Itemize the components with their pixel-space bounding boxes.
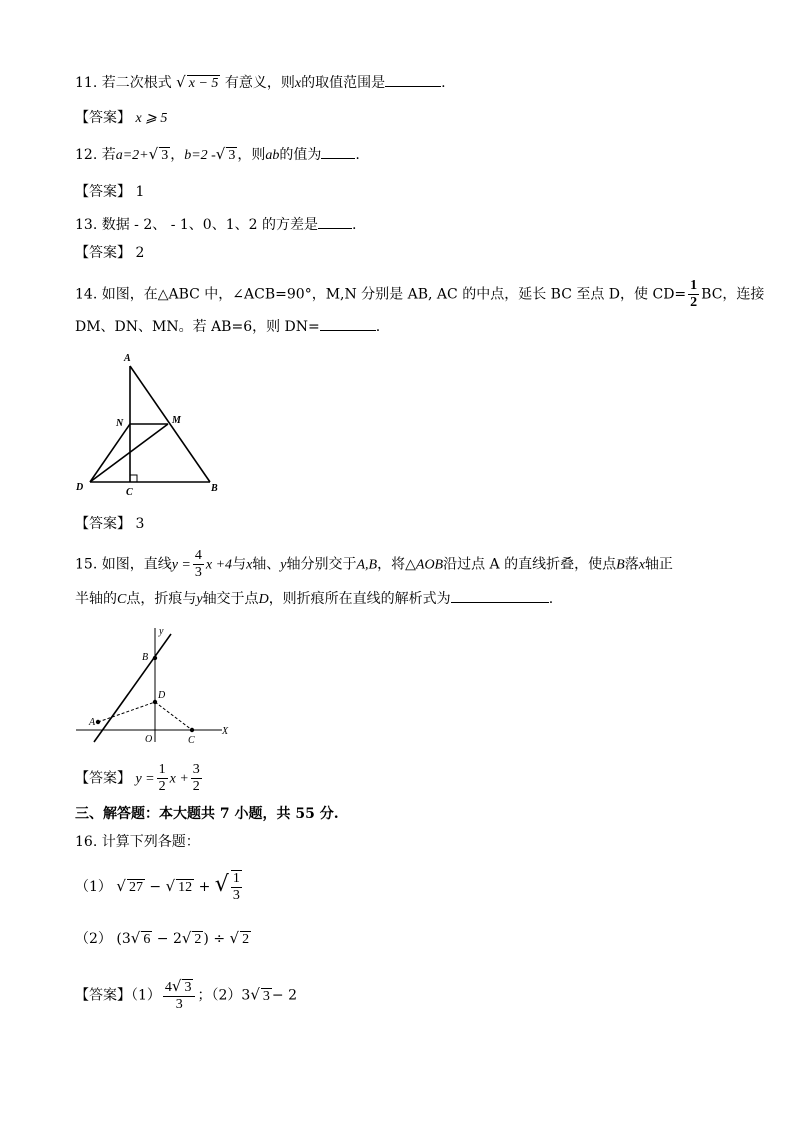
q15-text1d: ，将△	[377, 556, 416, 573]
q14-number: 14.	[75, 286, 98, 303]
question-14-line2	[75, 316, 380, 337]
q14-text2: DM、DN、MN。若 AB=6，则 DN=	[75, 319, 320, 335]
q12-number: 12.	[75, 147, 98, 163]
q15-x2: x	[638, 557, 645, 573]
q13-answer-line	[75, 243, 144, 263]
q16-number: 16.	[75, 834, 98, 850]
q14-label-M: M	[172, 415, 181, 426]
q12-mid: ，	[170, 147, 185, 163]
q15-answer-blank	[451, 588, 549, 603]
q13-answer-blank	[318, 214, 352, 229]
q15-end: .	[548, 591, 554, 607]
q12-text-pre: 若	[101, 147, 116, 163]
q15-label-y: y	[159, 626, 164, 637]
q13-answer-tag: 【答案】	[75, 245, 131, 261]
q15-answer-tag: 【答案】	[75, 770, 131, 787]
q16-a2-coef: 3	[241, 987, 251, 1004]
q15-label-X: X	[222, 726, 229, 737]
q16-text: 计算下列各题：	[101, 834, 200, 850]
q15-figure	[72, 624, 242, 746]
question-11	[75, 72, 446, 94]
q14-end: .	[375, 319, 381, 335]
q11-number: 11.	[75, 75, 98, 91]
q13-text: 数据 - 2、 - 1、0、1、2 的方差是	[101, 217, 318, 233]
q16-answer-tag: 【答案】	[75, 987, 131, 1004]
q14-answer-blank	[320, 316, 376, 331]
q15-answer-frac2: $\frac{3}{2}$	[192, 762, 200, 794]
radical-sign-icon: √	[176, 73, 186, 91]
q15-C: C	[117, 592, 127, 607]
radical-sign-icon: √	[214, 872, 229, 897]
question-14-line1	[75, 278, 764, 311]
q11-radicand: x − 5	[188, 76, 219, 91]
q14-text1: 如图，在△ABC 中，∠ACB=90°，M,N 分别是 AB, AC 的中点，延长 BC 至点 D，使 CD=	[101, 286, 687, 303]
q15-points: A,B	[356, 557, 378, 573]
q15-triangle: AOB	[415, 557, 444, 573]
q15-label-O: O	[145, 734, 153, 745]
q12-answer-tag: 【答案】	[75, 184, 131, 200]
q15-y-axis: y	[280, 557, 287, 573]
q14-label-A: A	[124, 353, 131, 364]
q14-label-N: N	[116, 418, 124, 429]
q15-text1e: 沿过点 A 的直线折叠，使点	[443, 556, 617, 573]
q12-a-expr: a=2+	[115, 148, 149, 163]
q15-pre: 如图，直线	[101, 556, 172, 573]
q14-label-C: C	[126, 487, 133, 498]
q15-text1b: 轴、	[252, 556, 281, 573]
q16-a2-rad: 3	[262, 988, 270, 1004]
q11-answer-line	[75, 108, 167, 129]
q14-text1b: BC，连接	[701, 286, 765, 303]
q16-sep: ；	[197, 987, 212, 1004]
q11-answer-tag: 【答案】	[75, 110, 131, 126]
q16-part2	[75, 928, 251, 949]
q16-p2-s3: 2	[242, 932, 250, 947]
q12-answer: 1	[135, 184, 145, 200]
q15-text1c: 轴分别交于	[286, 556, 357, 573]
q14-fraction: $\frac{1}{2}$	[690, 278, 698, 310]
q14-answer: 3	[135, 516, 145, 532]
q12-b-expr: b=2 -	[184, 148, 216, 163]
q15-label-A: A	[89, 717, 96, 728]
q13-end: .	[351, 217, 357, 233]
q16-a1-frac: $\frac{4√ 3}{3}$	[163, 978, 196, 1013]
q15-text2a: 半轴的	[75, 591, 117, 607]
q11-var: x	[294, 76, 302, 91]
q16-p1-plus: +	[198, 879, 211, 895]
q15-D: D	[258, 592, 269, 607]
q16-p1-label: （1）	[75, 879, 112, 895]
q14-label-B: B	[211, 483, 218, 494]
section-3-heading: 三、解答题：本大题共 7 小题，共 55 分.	[75, 806, 339, 822]
q11-end: .	[441, 75, 446, 91]
q12-end: .	[355, 147, 360, 163]
radical-sign-icon: √	[165, 877, 176, 895]
q15-text1: 与	[232, 556, 247, 573]
q16-p2-label: （2）	[75, 931, 112, 947]
radical-sign-icon: √	[215, 145, 226, 163]
q15-label-C: C	[188, 735, 195, 746]
q15-label-B: B	[142, 652, 149, 663]
q15-answer-frac1: $\frac{1}{2}$	[158, 762, 166, 794]
q16-p1-minus: −	[149, 879, 162, 895]
question-16	[75, 832, 200, 852]
q15-y2: y	[196, 592, 203, 607]
question-15-line2	[75, 588, 553, 610]
radical-sign-icon: √	[250, 985, 260, 1004]
radical-sign-icon: √	[116, 877, 126, 895]
q15-text2b: 点，折痕与	[126, 591, 197, 607]
radical-sign-icon: √	[130, 929, 141, 947]
q12-text-post2: 的值为	[279, 147, 322, 163]
q16-a2-label: （2）	[211, 987, 242, 1004]
q11-text-post: 有意义，则	[224, 75, 295, 91]
q15-number: 15.	[75, 556, 98, 573]
q16-p2-minus: − 2	[156, 931, 182, 947]
q16-p1-frac: $\frac{1}{3}$	[232, 871, 240, 903]
question-15-line1	[75, 548, 673, 581]
q16-answer-line	[75, 978, 297, 1013]
q11-text-post2: 的取值范围是	[301, 75, 386, 91]
radical-sign-icon: √	[181, 929, 192, 947]
q12-answer-blank	[321, 144, 355, 159]
q15-answer-line	[75, 762, 204, 795]
q11-answer: x ⩾ 5	[135, 111, 168, 126]
q15-text2d: ，则折痕所在直线的解析式为	[268, 591, 451, 607]
q12-answer-line	[75, 182, 144, 202]
q11-answer-blank	[385, 72, 441, 87]
q11-text-pre: 若二次根式	[101, 75, 172, 91]
q16-p1-a: 27	[128, 880, 143, 895]
question-12	[75, 144, 360, 166]
q16-p1-b: 12	[178, 880, 193, 895]
q15-x-axis: x	[246, 557, 253, 573]
q14-label-D: D	[76, 482, 84, 493]
q14-answer-line	[75, 514, 144, 534]
q15-text1g: 轴正	[644, 556, 673, 573]
q15-fraction: $\frac{4}{3}$	[194, 548, 202, 580]
q16-p2-close: ) ÷	[203, 931, 226, 947]
q15-B: B	[616, 557, 625, 573]
q15-text2c: 轴交于点	[202, 591, 259, 607]
q15-y-eq: y =	[171, 557, 191, 573]
q15-answer-y: y =	[135, 771, 155, 787]
q12-text-post: ，则	[237, 147, 266, 163]
q12-sqrt3-a: 3	[161, 148, 169, 163]
q14-figure	[70, 348, 230, 500]
q15-answer-mid: x +	[169, 771, 189, 787]
q16-a2-tail: − 2	[271, 987, 297, 1004]
q16-a1-label: （1）	[131, 987, 161, 1004]
q16-p2-open: (3	[116, 931, 131, 947]
q14-answer-tag: 【答案】	[75, 516, 131, 532]
q16-p2-s2: 2	[194, 932, 202, 947]
q12-ab: ab	[265, 148, 280, 163]
q15-rest: x +4	[205, 557, 233, 573]
q15-label-D: D	[158, 690, 166, 701]
radical-sign-icon: √	[148, 145, 159, 163]
q16-part1	[75, 870, 244, 904]
q13-number: 13.	[75, 217, 98, 233]
q12-sqrt3-b: 3	[228, 148, 236, 163]
radical-sign-icon: √	[229, 929, 240, 947]
q16-p2-s1: 6	[143, 932, 151, 947]
q15-text1f: 落	[624, 556, 639, 573]
q13-answer: 2	[135, 245, 145, 261]
radical-sign-icon: √	[171, 977, 182, 995]
question-13	[75, 214, 356, 235]
